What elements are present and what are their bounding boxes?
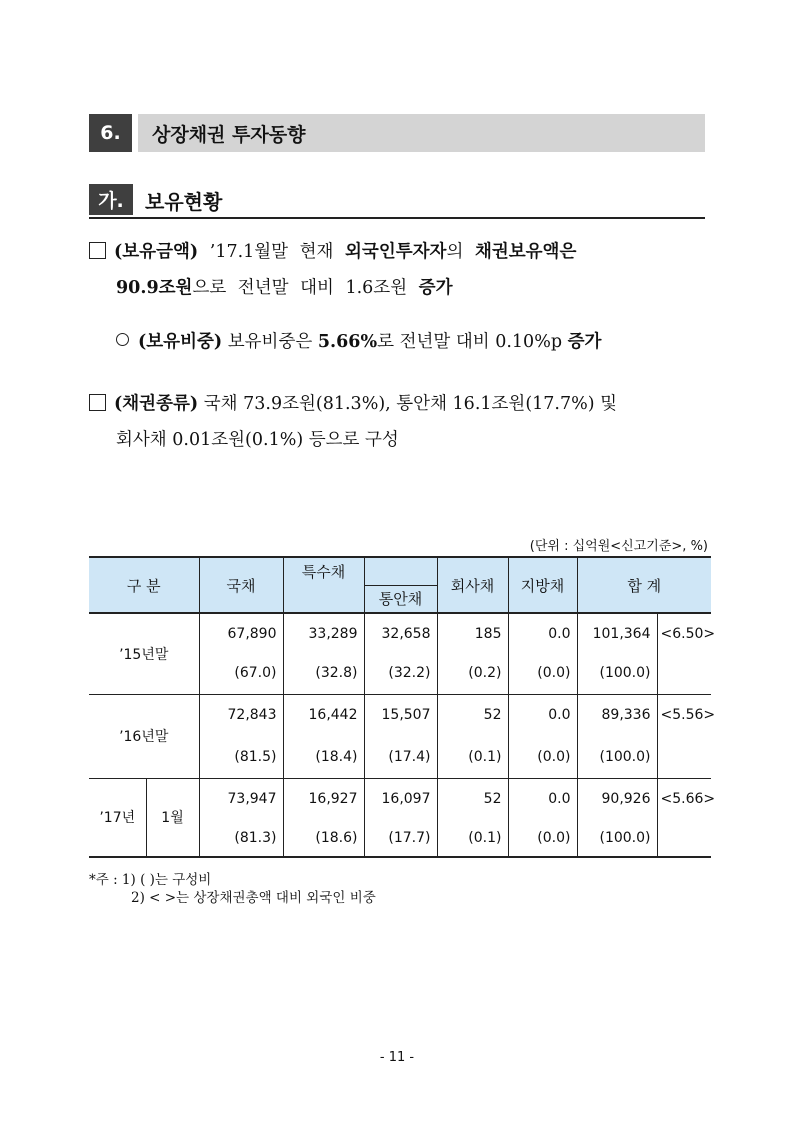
cell-2017-gov: 73,947 <box>199 778 283 819</box>
row-label-2015: ’15년말 <box>89 613 199 694</box>
bullet1-bold-b: 채권보유액은 <box>474 242 577 262</box>
bullet1-line2-bold2: 증가 <box>418 278 453 298</box>
cell-2016-special: 16,442 <box>283 694 364 736</box>
cell-2017-special: 16,927 <box>283 778 364 819</box>
cell-2016-special-ratio: (18.4) <box>283 736 364 778</box>
cell-2017-special-ratio: (18.6) <box>283 819 364 857</box>
cell-2015-share-empty <box>657 653 711 694</box>
cell-2017-gov-ratio: (81.3) <box>199 819 283 857</box>
cell-2017-muni: 0.0 <box>508 778 577 819</box>
header-special-lower <box>283 585 364 613</box>
cell-2015-total: 101,364 <box>577 613 657 653</box>
cell-2015-msb: 32,658 <box>364 613 437 653</box>
bullet1-bold-a: 외국인투자자 <box>345 242 447 262</box>
note-2: 2) < >는 상장채권총액 대비 외국인 비중 <box>131 890 376 906</box>
checkbox-bullet-icon <box>89 242 106 259</box>
bullet1-line2-bold: 90.9조원 <box>116 278 193 298</box>
cell-2016-share: <5.56> <box>657 694 711 736</box>
cell-2016-gov: 72,843 <box>199 694 283 736</box>
cell-2015-share: <6.50> <box>657 613 711 653</box>
sub-bullet-text-b: 로 전년말 대비 0.10%p <box>377 332 568 352</box>
bullet2-label: (채권종류) <box>114 394 199 414</box>
cell-2016-total-ratio: (100.0) <box>577 736 657 778</box>
cell-2015-total-ratio: (100.0) <box>577 653 657 694</box>
cell-2016-share-empty <box>657 736 711 778</box>
cell-2015-special: 33,289 <box>283 613 364 653</box>
cell-2017-msb-ratio: (17.7) <box>364 819 437 857</box>
bullet-bond-type <box>89 386 707 458</box>
header-special-spacer <box>364 557 437 585</box>
cell-2017-corp-ratio: (0.1) <box>437 819 508 857</box>
cell-2015-msb-ratio: (32.2) <box>364 653 437 694</box>
subsection-number: 가. <box>89 184 133 215</box>
header-category: 구 분 <box>89 557 199 613</box>
cell-2015-muni: 0.0 <box>508 613 577 653</box>
cell-2017-share: <5.66> <box>657 778 711 819</box>
page-number: - 11 - <box>379 1050 415 1065</box>
sub-bullet-text-a: 보유비중은 <box>222 332 318 352</box>
sub-bullet-holding-ratio <box>116 324 711 360</box>
bullet1-text-a: ’17.1월말 현재 <box>198 242 346 262</box>
cell-2015-corp: 185 <box>437 613 508 653</box>
section-heading <box>89 114 705 152</box>
header-muni: 지방채 <box>508 557 577 613</box>
bullet1-text-b: 의 <box>446 242 475 262</box>
row-label-2017-month: 1월 <box>146 778 199 857</box>
cell-2016-corp: 52 <box>437 694 508 736</box>
sub-bullet-bold-a: 5.66% <box>317 332 378 352</box>
bullet2-line1: 국채 73.9조원(81.3%), 통안채 16.1조원(17.7%) 및 <box>198 394 618 414</box>
cell-2016-muni-ratio: (0.0) <box>508 736 577 778</box>
bullet1-label: (보유금액) <box>114 242 199 262</box>
cell-2017-msb: 16,097 <box>364 778 437 819</box>
section-title: 상장채권 투자동향 <box>138 114 705 152</box>
section-number: 6. <box>89 114 132 152</box>
header-special: 특수채 <box>283 557 364 585</box>
cell-2017-total-ratio: (100.0) <box>577 819 657 857</box>
cell-2016-corp-ratio: (0.1) <box>437 736 508 778</box>
row-label-2017: ’17년 <box>89 778 146 857</box>
bullet1-line2-text: 으로 전년말 대비 1.6조원 <box>192 278 419 298</box>
sub-bullet-bold-b: 증가 <box>567 332 602 352</box>
header-msb: 통안채 <box>364 585 437 613</box>
sub-bullet-label: (보유비중) <box>138 332 223 352</box>
holdings-table <box>89 556 716 858</box>
circle-bullet-icon <box>116 333 129 346</box>
cell-2016-msb: 15,507 <box>364 694 437 736</box>
cell-2017-share-empty <box>657 819 711 857</box>
cell-2017-total: 90,926 <box>577 778 657 819</box>
header-gov: 국채 <box>199 557 283 613</box>
subsection-heading <box>89 184 705 219</box>
cell-2015-muni-ratio: (0.0) <box>508 653 577 694</box>
cell-2015-gov-ratio: (67.0) <box>199 653 283 694</box>
header-corp: 회사채 <box>437 557 508 613</box>
checkbox-bullet-icon <box>89 394 106 411</box>
cell-2017-corp: 52 <box>437 778 508 819</box>
cell-2017-muni-ratio: (0.0) <box>508 819 577 857</box>
note-1: *주 : 1) ( )는 구성비 <box>89 872 212 888</box>
row-label-2016: ’16년말 <box>89 694 199 778</box>
cell-2016-gov-ratio: (81.5) <box>199 736 283 778</box>
cell-2015-gov: 67,890 <box>199 613 283 653</box>
table-notes <box>89 871 376 907</box>
subsection-title: 보유현황 <box>145 190 223 214</box>
header-total: 합 계 <box>577 557 711 613</box>
cell-2016-muni: 0.0 <box>508 694 577 736</box>
cell-2015-special-ratio: (32.8) <box>283 653 364 694</box>
bullet-holding-amount <box>89 234 707 306</box>
bullet2-line2: 회사채 0.01조원(0.1%) 등으로 구성 <box>116 430 399 450</box>
table-unit-caption: (단위 : 십억원<신고기준>, %) <box>529 539 708 554</box>
cell-2016-msb-ratio: (17.4) <box>364 736 437 778</box>
cell-2015-corp-ratio: (0.2) <box>437 653 508 694</box>
cell-2016-total: 89,336 <box>577 694 657 736</box>
